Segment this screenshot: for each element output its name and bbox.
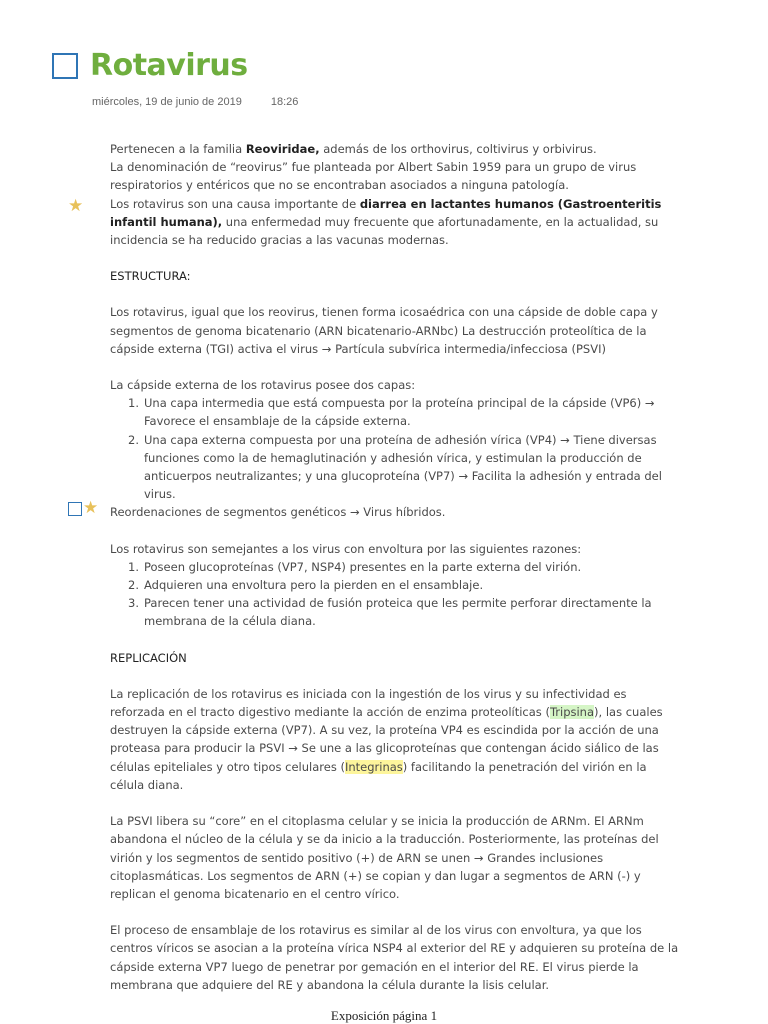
note-date: miércoles, 19 de junio de 2019: [92, 96, 242, 108]
estructura-para-2: La cápside externa de los rotavirus posee dos capas:: [110, 378, 416, 393]
page-title: Rotavirus: [90, 48, 248, 83]
bold-diarrea: diarrea en lactantes humanos (Gastroenteritis infantil humana),: [110, 196, 662, 229]
heading-replicacion: REPLICACIÓN: [110, 650, 187, 665]
capas-list: [110, 394, 680, 503]
estructura-para-3: Los rotavirus son semejantes a los virus con envoltura por las siguientes razones:: [110, 541, 582, 556]
title-row: [52, 48, 248, 83]
razones-list: [110, 558, 680, 631]
intro-line-1: Pertenecen a la familia Reoviridae, además de los orthovirus, coltivirus y orbivirus.: [110, 142, 597, 156]
reordenaciones: Reordenaciones de segmentos genéticos → Virus híbridos.: [110, 505, 446, 520]
star-icon: ★: [68, 196, 84, 215]
highlight-tripsina: Tripsina: [549, 705, 595, 720]
star-icon: ★: [83, 498, 99, 517]
estructura-para-1: Los rotavirus, igual que los reovirus, tienen forma icosaédrica con una cápside de doble capa y segmentos de genoma bicatenario (ARN bicatenario-ARNbc) La destrucción proteolítica de la cápside externa (TGI) activa el virus → Partícula subvírica intermedia/infecciosa (PSVI): [110, 305, 658, 356]
list-item: 1. Poseen glucoproteínas (VP7, NSP4) presentes en la parte externa del virión.: [128, 559, 582, 574]
page-footer: Exposición página 1: [330, 1008, 438, 1023]
bold-family: Reoviridae,: [245, 142, 320, 156]
note-checkbox[interactable]: [52, 53, 78, 79]
list-item: 2. Una capa externa compuesta por una proteína de adhesión vírica (VP4) → Tiene diversas funciones como la de hemaglutinación y adhesión vírica, y estimulan la producción de anticuerpos neutralizantes; y una glucoproteína (VP7) → Facilita la adhesión y entrada del virus.: [128, 432, 662, 502]
list-item: 2. Adquieren una envoltura pero la pierden en el ensamblaje.: [128, 578, 484, 593]
heading-estructura: ESTRUCTURA:: [110, 269, 191, 284]
note-time: 18:26: [270, 96, 299, 108]
date-row: [92, 96, 298, 108]
intro-line-2: La denominación de “reovirus” fue planteada por Albert Sabin 1959 para un grupo de virus respiratorios y entéricos que no se encontraban asociados a ninguna patología.: [110, 160, 637, 193]
note-body: [110, 140, 680, 994]
tag-checkbox[interactable]: [68, 502, 82, 516]
intro-line-3: Los rotavirus son una causa importante de diarrea en lactantes humanos (Gastroenteritis infantil humana), una enfermedad muy frecuente que afortunadamente, en la actualidad, su incidencia se ha reducido gracias a las vacunas modernas.: [110, 196, 662, 248]
replicacion-para-1: La replicación de los rotavirus es iniciada con la ingestión de los virus y su infectividad es reforzada en el tracto digestivo mediante la acción de enzima proteolíticas (Tripsina), las cuales destruyen la cápside externa (VP7). A su vez, la proteína VP4 es escindida por la acción de una proteasa para producir la PSVI → Se une a las glicoproteínas que contengan ácido siálico de las células epiteliales y otro tipos celulares (Integrinas) facilitando la penetración del virión en la célula diana.: [110, 686, 663, 792]
highlight-integrinas: Integrinas: [344, 759, 403, 774]
replicacion-para-3: El proceso de ensamblaje de los rotavirus es similar al de los virus con envoltura, ya que los centros víricos se asocian a la proteína vírica NSP4 al exterior del RE y adquieren su proteína de la cápside externa VP7 luego de penetrar por gemación en el interior del RE. El virus pierde la membrana que adquiere del RE y abandona la célula durante la lisis celular.: [110, 923, 679, 992]
list-item: 3. Parecen tener una actividad de fusión proteica que les permite perforar directamente la membrana de la célula diana.: [128, 596, 652, 629]
replicacion-para-2: La PSVI libera su “core” en el citoplasma celular y se inicia la producción de ARNm. El ARNm abandona el núcleo de la célula y se da inicio a la traducción. Posteriormente, las proteínas del virión y los segmentos de sentido positivo (+) de ARN se unen → Grandes inclusiones citoplasmáticas. Los segmentos de ARN (+) se copian y dan lugar a segmentos de ARN (-) y replican el genoma bicatenario en el centro vírico.: [110, 814, 659, 901]
list-item: 1. Una capa intermedia que está compuesta por la proteína principal de la cápside (VP6) → Favorece el ensamblaje de la cápside externa.: [128, 396, 655, 429]
